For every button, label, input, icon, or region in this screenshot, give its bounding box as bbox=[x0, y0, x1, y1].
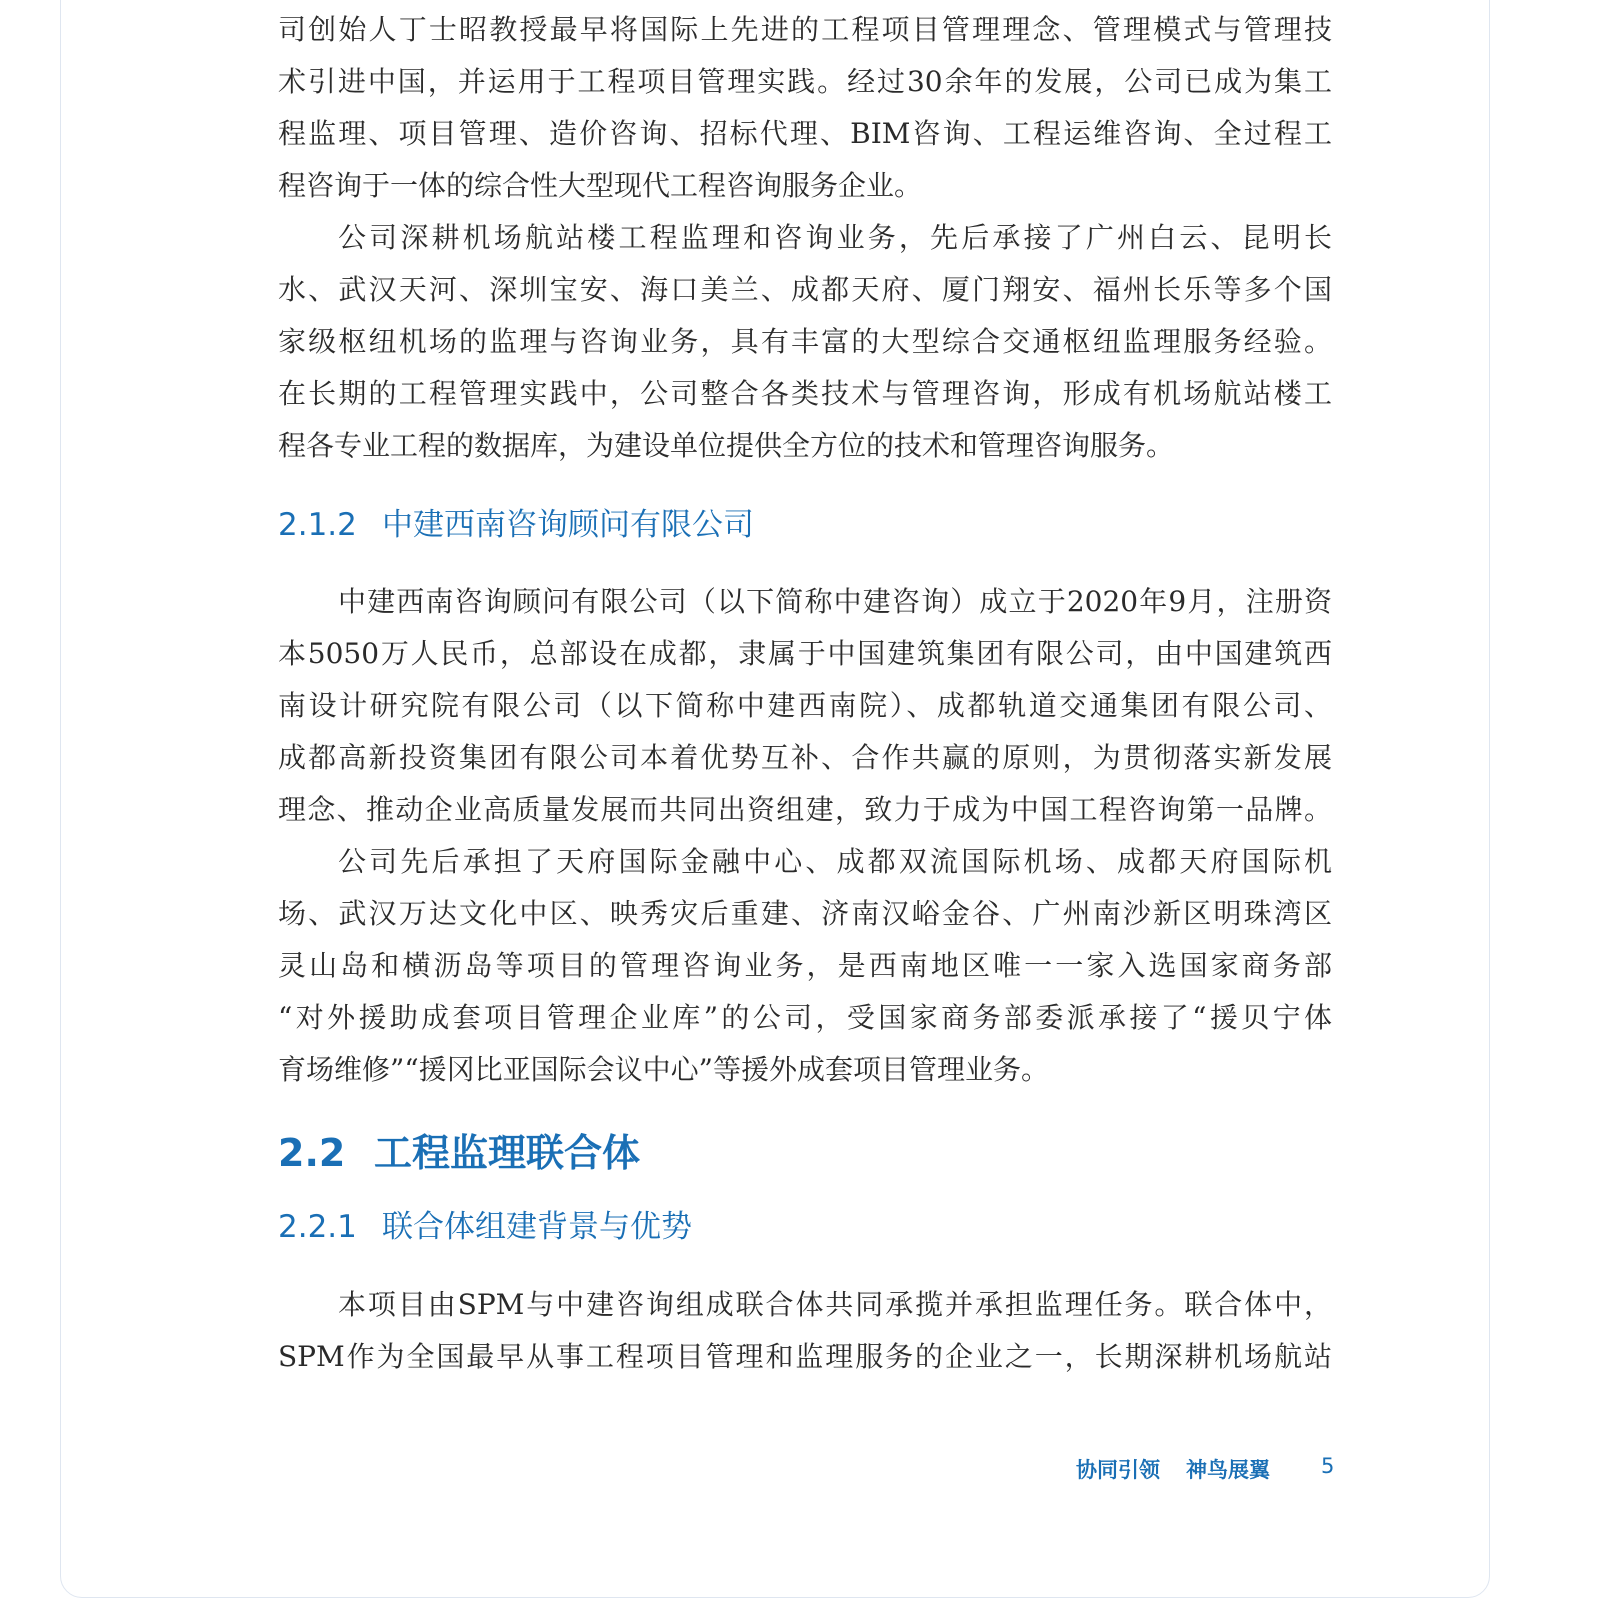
paragraph-line: SPM作为全国最早从事工程项目管理和监理服务的企业之一，长期深耕机场航站 bbox=[278, 1340, 1332, 1373]
paragraph-line: 中建西南咨询顾问有限公司（以下简称中建咨询）成立于2020年9月，注册资 bbox=[338, 585, 1332, 618]
paragraph-line: 场、武汉万达文化中区、映秀灾后重建、济南汉峪金谷、广州南沙新区明珠湾区 bbox=[278, 897, 1332, 930]
paragraph-line: 程咨询于一体的综合性大型现代工程咨询服务企业。 bbox=[278, 169, 923, 202]
paragraph-line: 家级枢纽机场的监理与咨询业务，具有丰富的大型综合交通枢纽监理服务经验。 bbox=[278, 325, 1332, 358]
section-title: 工程监理联合体 bbox=[374, 1131, 641, 1175]
section-title: 中建西南咨询顾问有限公司 bbox=[382, 507, 754, 543]
paragraph-line: 本5050万人民币，总部设在成都，隶属于中国建筑集团有限公司，由中国建筑西 bbox=[278, 637, 1332, 670]
paragraph-line: 理念、推动企业高质量发展而共同出资组建，致力于成为中国工程咨询第一品牌。 bbox=[278, 793, 1332, 826]
paragraph-line: 水、武汉天河、深圳宝安、海口美兰、成都天府、厦门翔安、福州长乐等多个国 bbox=[278, 273, 1332, 306]
section-title: 联合体组建背景与优势 bbox=[382, 1209, 692, 1245]
paragraph-line: “对外援助成套项目管理企业库”的公司，受国家商务部委派承接了“援贝宁体 bbox=[278, 1001, 1332, 1034]
section-number: 2.1.2 bbox=[278, 507, 357, 543]
section-heading-2-1-2 bbox=[278, 505, 754, 545]
paragraph-line: 本项目由SPM与中建咨询组成联合体共同承揽并承担监理任务。联合体中， bbox=[338, 1288, 1332, 1321]
page-number: 5 bbox=[1321, 1454, 1335, 1478]
section-number: 2.2 bbox=[278, 1131, 346, 1175]
footer-slogan-2: 神鸟展翼 bbox=[1186, 1458, 1270, 1482]
footer-slogan-1: 协同引领 bbox=[1076, 1458, 1160, 1482]
paragraph-line: 公司深耕机场航站楼工程监理和咨询业务，先后承接了广州白云、昆明长 bbox=[338, 221, 1332, 254]
paragraph-line: 程监理、项目管理、造价咨询、招标代理、BIM咨询、工程运维咨询、全过程工 bbox=[278, 117, 1332, 150]
section-heading-2-2 bbox=[278, 1129, 640, 1177]
paragraph-line: 在长期的工程管理实践中，公司整合各类技术与管理咨询，形成有机场航站楼工 bbox=[278, 377, 1332, 410]
paragraph-line: 术引进中国，并运用于工程项目管理实践。经过30余年的发展，公司已成为集工 bbox=[278, 65, 1332, 98]
paragraph-line: 程各专业工程的数据库，为建设单位提供全方位的技术和管理咨询服务。 bbox=[278, 429, 1175, 462]
paragraph-line: 公司先后承担了天府国际金融中心、成都双流国际机场、成都天府国际机 bbox=[338, 845, 1332, 878]
section-heading-2-2-1 bbox=[278, 1207, 692, 1247]
paragraph-line: 南设计研究院有限公司（以下简称中建西南院）、成都轨道交通集团有限公司、 bbox=[278, 689, 1332, 722]
section-number: 2.2.1 bbox=[278, 1209, 357, 1245]
paragraph-line: 育场维修”“援冈比亚国际会议中心”等援外成套项目管理业务。 bbox=[278, 1053, 1049, 1086]
paragraph-line: 灵山岛和横沥岛等项目的管理咨询业务，是西南地区唯一一家入选国家商务部 bbox=[278, 949, 1332, 982]
paragraph-line: 司创始人丁士昭教授最早将国际上先进的工程项目管理理念、管理模式与管理技 bbox=[278, 13, 1332, 46]
paragraph-line: 成都高新投资集团有限公司本着优势互补、合作共赢的原则，为贯彻落实新发展 bbox=[278, 741, 1332, 774]
